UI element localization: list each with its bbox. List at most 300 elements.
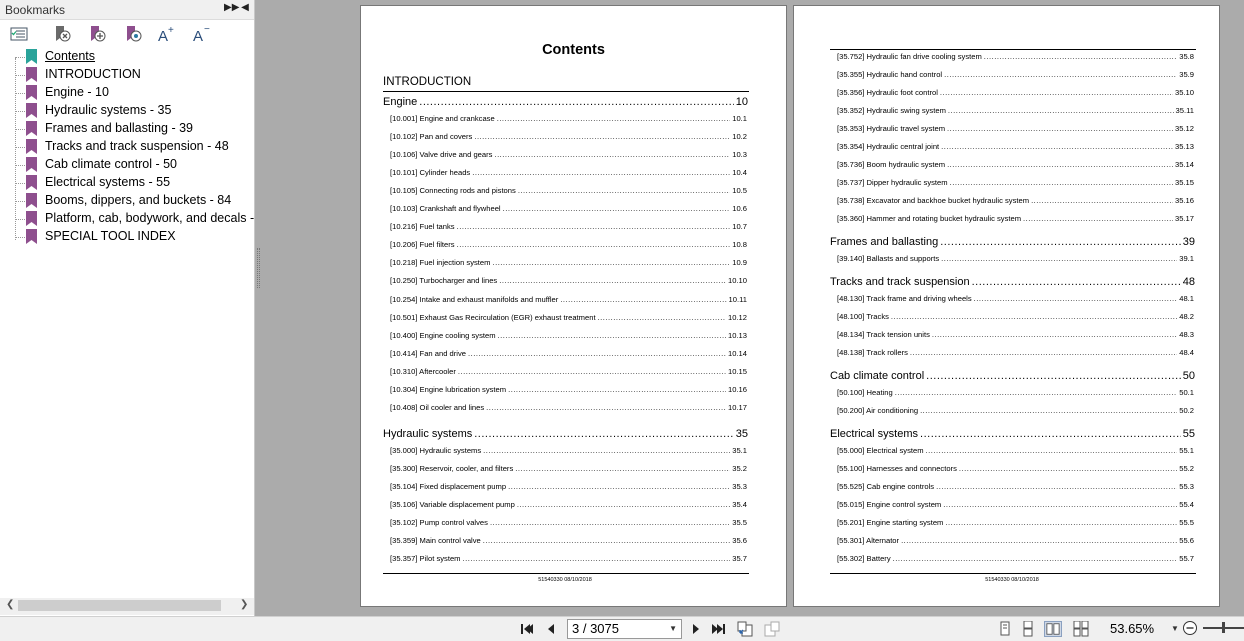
previous-page-icon[interactable] [543, 621, 559, 637]
bookmarks-title: Bookmarks [5, 3, 66, 17]
toc-entry-title: Frames and ballasting [830, 236, 939, 248]
toc-entry-title: [55.525] Cab engine controls [837, 482, 935, 491]
increase-text-size-icon[interactable] [157, 25, 175, 43]
toc-entry-title: [10.102] Pan and covers [390, 132, 473, 142]
toc-entry-page: 10.5 [732, 186, 747, 196]
bookmark-item[interactable] [0, 66, 254, 84]
toc-entry-title: [48.138] Track rollers [837, 348, 908, 357]
toc-section-entry[interactable] [383, 96, 748, 108]
toc-entry-title: [35.106] Variable displacement pump [390, 500, 515, 509]
toc-subsection-entry[interactable] [837, 294, 1194, 303]
toc-entry-title: [50.200] Air conditioning [837, 406, 919, 415]
delete-bookmark-icon[interactable] [53, 25, 71, 43]
toc-leader-dots [940, 88, 1173, 97]
toc-entry-page: 35.2 [732, 463, 747, 473]
toc-subsection-entry[interactable] [390, 114, 747, 123]
toc-leader-dots [458, 367, 726, 376]
toc-entry-page: 10.6 [732, 204, 747, 214]
bookmark-item[interactable] [0, 48, 254, 66]
toc-entry-title: [35.352] Hydraulic swing system [837, 106, 946, 115]
toc-leader-dots [468, 349, 726, 358]
toc-entry-page: 50.1 [1179, 388, 1194, 397]
toc-entry-page: 55.2 [1179, 464, 1194, 473]
bookmark-label: Contents [45, 49, 96, 63]
panel-splitter[interactable] [257, 248, 260, 288]
bookmark-icon [26, 103, 37, 118]
toc-entry-title: [35.102] Pump control valves [390, 518, 488, 528]
tree-connector [15, 75, 25, 76]
toc-entry-page: 35.10 [1174, 88, 1194, 97]
toc-entry-title: [10.218] Fuel injection system [390, 258, 491, 268]
toc-entry-title: [55.201] Engine starting system [837, 518, 944, 527]
toc-subsection-entry[interactable] [390, 258, 747, 267]
document-page-right [793, 5, 1220, 607]
toc-leader-dots [901, 536, 1177, 545]
toc-leader-dots [959, 464, 1177, 473]
toc-entry-page: 35.1 [732, 445, 747, 455]
toc-entry-page: 55.6 [1179, 536, 1194, 545]
toc-leader-dots [945, 518, 1177, 527]
toc-leader-dots [503, 204, 731, 213]
toc-subsection-entry[interactable] [837, 196, 1194, 205]
toc-subsection-entry[interactable] [837, 88, 1194, 97]
toc-leader-dots [974, 294, 1178, 303]
toc-entry-title: [10.206] Fuel filters [390, 240, 455, 250]
toc-section-entry[interactable] [830, 428, 1195, 440]
toc-entry-page: 35 [735, 427, 748, 440]
toc-entry-page: 35.17 [1174, 214, 1194, 223]
toc-leader-dots [494, 150, 730, 159]
toc-entry-page: 35.4 [732, 500, 747, 509]
toc-introduction[interactable]: INTRODUCTION [383, 76, 472, 88]
toc-entry-title: [10.250] Turbocharger and lines [390, 276, 498, 286]
toc-entry-title: [10.254] Intake and exhaust manifolds and muffler [390, 294, 559, 304]
toc-leader-dots [1023, 214, 1173, 223]
toc-leader-dots [920, 406, 1177, 415]
zoom-level[interactable]: 53.65% [1110, 621, 1155, 636]
toc-entry-title: [10.501] Exhaust Gas Recirculation (EGR) exhaust treatment [390, 312, 596, 322]
toc-leader-dots [483, 446, 730, 455]
bookmark-label: Cab climate control - 50 [45, 157, 178, 171]
toc-entry-title: [10.408] Oil cooler and lines [390, 402, 485, 412]
tree-connector [15, 183, 25, 184]
bookmark-label: Electrical systems - 55 [45, 175, 171, 189]
panel-collapse-icon[interactable]: ◀ [241, 2, 249, 13]
scroll-left-icon[interactable]: ❮ [6, 599, 15, 610]
toc-leader-dots [891, 312, 1177, 321]
toc-entry-page: 48 [1182, 276, 1195, 288]
toc-entry-page: 55.1 [1179, 446, 1194, 455]
toc-leader-dots [472, 168, 730, 177]
toc-leader-dots [508, 385, 726, 394]
toc-subsection-entry[interactable] [390, 132, 747, 141]
toc-leader-dots [940, 236, 1181, 248]
toc-subsection-entry[interactable] [837, 464, 1194, 473]
page-number-value: 3 / 3075 [572, 621, 619, 636]
bookmark-icon [26, 67, 37, 82]
two-page-view-icon[interactable] [1044, 621, 1062, 637]
toc-entry-title: [35.000] Hydraulic systems [390, 445, 482, 455]
toc-subsection-entry[interactable] [837, 330, 1194, 339]
toc-entry-title: [35.737] Dipper hydraulic system [837, 178, 948, 187]
toc-section-entry[interactable] [830, 370, 1195, 382]
toc-subsection-entry[interactable] [837, 214, 1194, 223]
toc-subsection-entry[interactable] [390, 186, 747, 195]
toc-entry-title: [39.140] Ballasts and supports [837, 254, 940, 263]
bookmark-label: INTRODUCTION [45, 67, 141, 81]
toc-subsection-entry[interactable] [837, 124, 1194, 133]
toc-entry-title: [35.300] Reservoir, cooler, and filters [390, 463, 514, 473]
toc-entry-page: 55.3 [1179, 482, 1194, 491]
footer-rule [830, 573, 1196, 574]
toc-subsection-entry[interactable] [390, 150, 747, 159]
toc-entry-title: [10.103] Crankshaft and flywheel [390, 204, 501, 214]
toc-entry-title: [10.310] Aftercooler [390, 366, 456, 376]
toc-leader-dots [518, 186, 730, 195]
toc-entry-page: 35.12 [1174, 124, 1194, 133]
page-footer: 51540330 08/10/2018 [985, 577, 1039, 583]
toc-subsection-entry[interactable] [837, 500, 1194, 509]
toc-section-entry[interactable] [830, 276, 1195, 288]
toc-subsection-entry[interactable] [837, 106, 1194, 115]
toc-subsection-entry[interactable] [837, 482, 1194, 491]
toc-subsection-entry[interactable] [390, 500, 747, 509]
toc-entry-page: 10.7 [732, 222, 747, 232]
toc-entry-title: [55.302] Battery [837, 554, 891, 563]
bookmark-item[interactable] [0, 210, 254, 228]
toc-leader-dots [560, 295, 726, 304]
toc-leader-dots [497, 114, 731, 123]
svg-text:A: A [158, 28, 169, 43]
bookmarks-tree [0, 48, 254, 598]
toc-subsection-entry[interactable] [390, 240, 747, 249]
toc-subsection-entry[interactable] [390, 536, 747, 545]
toc-leader-dots [950, 178, 1173, 187]
tree-connector [15, 111, 25, 112]
toc-entry-title: [55.301] Alternator [837, 536, 900, 545]
toc-entry-page: 35.13 [1174, 142, 1194, 151]
toc-leader-dots [498, 331, 726, 340]
toc-entry-title: [35.360] Hammer and rotating bucket hydraulic system [837, 214, 1022, 223]
last-page-icon[interactable] [711, 621, 727, 637]
tree-connector [15, 165, 25, 166]
footer-rule [383, 573, 749, 574]
bookmark-item[interactable] [0, 156, 254, 174]
toc-leader-dots [893, 554, 1178, 563]
toc-entry-title: [35.359] Main control valve [390, 536, 481, 546]
toc-entry-page: 39.1 [1179, 254, 1194, 263]
toc-leader-dots [457, 240, 731, 249]
tree-connector [15, 237, 25, 238]
toc-entry-page: 55.7 [1179, 554, 1194, 563]
header-rule [830, 49, 1196, 50]
continuous-view-icon[interactable] [1019, 621, 1037, 637]
toc-leader-dots [483, 536, 730, 545]
toc-subsection-entry[interactable] [837, 142, 1194, 151]
toc-leader-dots [474, 428, 734, 440]
toc-leader-dots [490, 518, 730, 527]
toc-subsection-entry[interactable] [390, 464, 747, 473]
toc-entry-page: 10.14 [727, 348, 747, 358]
bookmark-icon [26, 175, 37, 190]
toc-entry-page: 10.12 [727, 312, 747, 322]
toc-leader-dots [941, 254, 1177, 263]
toc-subsection-entry[interactable] [837, 70, 1194, 79]
toc-leader-dots [947, 160, 1173, 169]
bookmark-icon [26, 49, 37, 64]
expand-bookmark-icon[interactable] [124, 25, 142, 43]
toc-entry-title: Tracks and track suspension [830, 276, 970, 288]
bookmarks-panel [0, 0, 255, 616]
toc-entry-title: [10.101] Cylinder heads [390, 168, 471, 178]
toc-entry-title: [35.736] Boom hydraulic system [837, 160, 946, 169]
toc-subsection-entry[interactable] [837, 178, 1194, 187]
bookmark-item[interactable] [0, 138, 254, 156]
toc-entry-title: [10.304] Engine lubrication system [390, 384, 507, 394]
bookmark-options-icon[interactable] [10, 25, 28, 43]
toc-entry-page: 10.16 [727, 384, 747, 394]
bookmark-item[interactable] [0, 84, 254, 102]
toc-leader-dots [926, 370, 1181, 382]
toc-subsection-entry[interactable] [837, 312, 1194, 321]
first-page-icon[interactable] [519, 621, 535, 637]
page-footer: 51540330 08/10/2018 [538, 577, 592, 583]
bookmark-label: Frames and ballasting - 39 [45, 121, 193, 135]
toc-entry-page: 10.15 [727, 366, 747, 376]
toc-entry-page: 35.14 [1174, 160, 1194, 169]
bookmark-label: Booms, dippers, and buckets - 84 [45, 193, 232, 207]
bookmark-icon [26, 139, 37, 154]
toc-subsection-entry[interactable] [390, 222, 747, 231]
toc-entry-title: Hydraulic systems [383, 427, 473, 440]
toc-leader-dots [515, 464, 730, 473]
toc-entry-page: 35.3 [732, 481, 747, 491]
toc-leader-dots [499, 276, 726, 285]
bookmark-label: Platform, cab, bodywork, and decals - [45, 211, 255, 225]
toc-subsection-entry[interactable] [837, 554, 1194, 563]
toc-subsection-entry[interactable] [390, 295, 747, 304]
bookmarks-toolbar [0, 20, 254, 48]
toc-leader-dots [943, 500, 1177, 509]
toc-entry-page: 48.3 [1179, 330, 1194, 339]
bookmark-icon [26, 157, 37, 172]
toc-subsection-entry[interactable] [390, 367, 747, 376]
toc-subsection-entry[interactable] [390, 403, 747, 412]
bookmark-label: SPECIAL TOOL INDEX [45, 229, 176, 243]
zoom-slider-handle[interactable] [1222, 622, 1225, 633]
toc-leader-dots [517, 500, 730, 509]
bookmark-label: Engine - 10 [45, 85, 109, 99]
page-number-field[interactable] [567, 619, 682, 639]
toc-entry-page: 50 [1182, 370, 1195, 382]
toc-leader-dots [944, 70, 1177, 79]
toc-entry-title: [10.400] Engine cooling system [390, 330, 496, 340]
toc-entry-page: 55.4 [1179, 500, 1194, 509]
toc-entry-title: [10.216] Fuel tanks [390, 222, 455, 232]
bookmark-item[interactable] [0, 174, 254, 192]
page-dropdown-icon[interactable]: ▼ [669, 624, 677, 633]
toc-entry-page: 10.10 [727, 276, 747, 286]
toc-entry-title: [55.100] Harnesses and connectors [837, 464, 957, 473]
svg-text:A: A [193, 28, 204, 43]
toc-subsection-entry[interactable] [390, 204, 747, 213]
toc-section-entry[interactable] [383, 428, 748, 440]
bookmark-icon [26, 121, 37, 136]
toc-entry-page: 35.8 [1179, 52, 1194, 61]
scroll-thumb[interactable] [18, 600, 221, 611]
header-rule [383, 91, 749, 92]
decrease-text-size-icon[interactable] [192, 25, 210, 43]
two-page-continuous-view-icon[interactable] [1072, 621, 1090, 637]
toc-subsection-entry[interactable] [837, 406, 1194, 415]
toc-entry-page: 35.9 [1179, 70, 1194, 79]
toc-subsection-entry[interactable] [837, 536, 1194, 545]
toc-leader-dots [932, 330, 1177, 339]
toc-leader-dots [910, 348, 1177, 357]
toc-subsection-entry[interactable] [837, 446, 1194, 455]
toc-leader-dots [486, 403, 726, 412]
toc-subsection-entry[interactable] [390, 276, 747, 285]
toc-leader-dots [926, 446, 1178, 455]
svg-text:−: − [204, 25, 210, 35]
toc-entry-page: 35.11 [1175, 106, 1194, 115]
status-bar [0, 616, 1244, 641]
toc-entry-page: 10.17 [727, 402, 747, 412]
toc-leader-dots [984, 52, 1177, 61]
bookmark-item[interactable] [0, 192, 254, 210]
panel-expand-icon[interactable]: ▶▶ [224, 2, 240, 13]
zoom-out-icon[interactable] [1182, 620, 1198, 636]
toc-entry-title: Cab climate control [830, 370, 925, 382]
toc-leader-dots [492, 258, 730, 267]
toc-subsection-entry[interactable] [837, 348, 1194, 357]
toc-entry-page: 35.15 [1174, 178, 1194, 187]
toc-entry-title: [48.134] Track tension units [837, 330, 930, 339]
horizontal-scrollbar[interactable] [0, 598, 254, 615]
toc-entry-page: 39 [1182, 236, 1195, 248]
toc-entry-title: [35.355] Hydraulic hand control [837, 70, 943, 79]
toc-subsection-entry[interactable] [390, 482, 747, 491]
document-page-left [360, 5, 787, 607]
page-title: Contents [542, 42, 605, 58]
single-page-view-icon[interactable] [996, 621, 1014, 637]
toc-entry-page: 10.8 [732, 240, 747, 250]
toc-leader-dots [947, 124, 1173, 133]
toc-subsection-entry[interactable] [837, 388, 1194, 397]
toc-entry-page: 48.4 [1179, 348, 1194, 357]
toc-entry-title: [35.752] Hydraulic fan drive cooling system [837, 52, 982, 61]
bookmarks-header [0, 0, 254, 20]
bookmark-icon [26, 85, 37, 100]
tree-connector [15, 57, 25, 58]
bookmark-icon [26, 211, 37, 226]
bookmark-icon [26, 229, 37, 244]
toc-entry-title: [55.015] Engine control system [837, 500, 942, 509]
toc-subsection-entry[interactable] [390, 385, 747, 394]
tree-connector [15, 147, 25, 148]
toc-entry-title: [10.105] Connecting rods and pistons [390, 186, 516, 196]
svg-text:+: + [168, 25, 174, 36]
bookmark-icon [26, 193, 37, 208]
toc-subsection-entry[interactable] [390, 554, 747, 563]
toc-subsection-entry[interactable] [390, 446, 747, 455]
toc-entry-page: 35.6 [732, 536, 747, 546]
toc-entry-title: Electrical systems [830, 428, 919, 440]
next-page-icon[interactable] [688, 621, 704, 637]
toc-entry-title: [35.104] Fixed displacement pump [390, 481, 507, 491]
toc-subsection-entry[interactable] [390, 349, 747, 358]
toc-leader-dots [598, 313, 726, 322]
previous-view-icon[interactable] [737, 621, 753, 637]
toc-entry-page: 10 [735, 96, 748, 108]
toc-entry-page: 10.2 [732, 132, 747, 142]
toc-subsection-entry[interactable] [390, 331, 747, 340]
tree-connector [15, 201, 25, 202]
toc-leader-dots [936, 482, 1177, 491]
bookmark-label: Tracks and track suspension - 48 [45, 139, 229, 153]
scroll-right-icon[interactable]: ❯ [240, 599, 249, 610]
toc-entry-page: 35.7 [732, 554, 747, 564]
toc-entry-page: 35.16 [1174, 196, 1194, 205]
toc-leader-dots [419, 96, 733, 108]
toc-entry-title: [48.130] Track frame and driving wheels [837, 294, 972, 303]
toc-entry-title: [35.354] Hydraulic central joint [837, 142, 940, 151]
toc-entry-page: 50.2 [1179, 406, 1194, 415]
toc-entry-page: 10.1 [732, 114, 747, 123]
toc-subsection-entry[interactable] [390, 518, 747, 527]
toc-entry-title: [48.100] Tracks [837, 312, 889, 321]
toc-subsection-entry[interactable] [837, 254, 1194, 263]
toc-entry-title: [50.100] Heating [837, 388, 893, 397]
toc-leader-dots [474, 132, 730, 141]
toc-entry-page: 35.5 [732, 518, 747, 528]
toc-subsection-entry[interactable] [837, 52, 1194, 61]
tree-connector [15, 219, 25, 220]
toc-leader-dots [895, 388, 1177, 397]
toc-leader-dots [972, 276, 1181, 288]
toc-entry-title: [35.357] Pilot system [390, 554, 461, 564]
toc-entry-page: 55.5 [1179, 518, 1194, 527]
next-view-icon[interactable] [764, 621, 780, 637]
bookmark-item[interactable] [0, 102, 254, 120]
toc-subsection-entry[interactable] [837, 160, 1194, 169]
toc-leader-dots [920, 428, 1181, 440]
toc-entry-page: 10.3 [732, 150, 747, 160]
new-bookmark-icon[interactable] [88, 25, 106, 43]
toc-leader-dots [941, 142, 1173, 151]
toc-entry-title: [55.000] Electrical system [837, 446, 924, 455]
toc-subsection-entry[interactable] [837, 518, 1194, 527]
toc-entry-title: [10.001] Engine and crankcase [390, 114, 495, 123]
bookmark-item[interactable] [0, 228, 254, 246]
toc-entry-page: 55 [1182, 428, 1195, 440]
toc-leader-dots [1031, 196, 1173, 205]
toc-entry-page: 48.2 [1179, 312, 1194, 321]
toc-section-entry[interactable] [830, 236, 1195, 248]
bookmark-label: Hydraulic systems - 35 [45, 103, 172, 117]
toc-entry-title: [35.738] Excavator and backhoe bucket hydraulic system [837, 196, 1030, 205]
tree-connector [15, 93, 25, 94]
toc-entry-title: Engine [383, 96, 418, 108]
tree-connector [15, 129, 25, 130]
bookmark-item[interactable] [0, 120, 254, 138]
zoom-dropdown-icon[interactable]: ▼ [1171, 624, 1179, 633]
toc-leader-dots [508, 482, 730, 491]
toc-subsection-entry[interactable] [390, 168, 747, 177]
toc-entry-page: 48.1 [1179, 294, 1194, 303]
toc-entry-page: 10.11 [728, 294, 747, 304]
toc-subsection-entry[interactable] [390, 313, 747, 322]
